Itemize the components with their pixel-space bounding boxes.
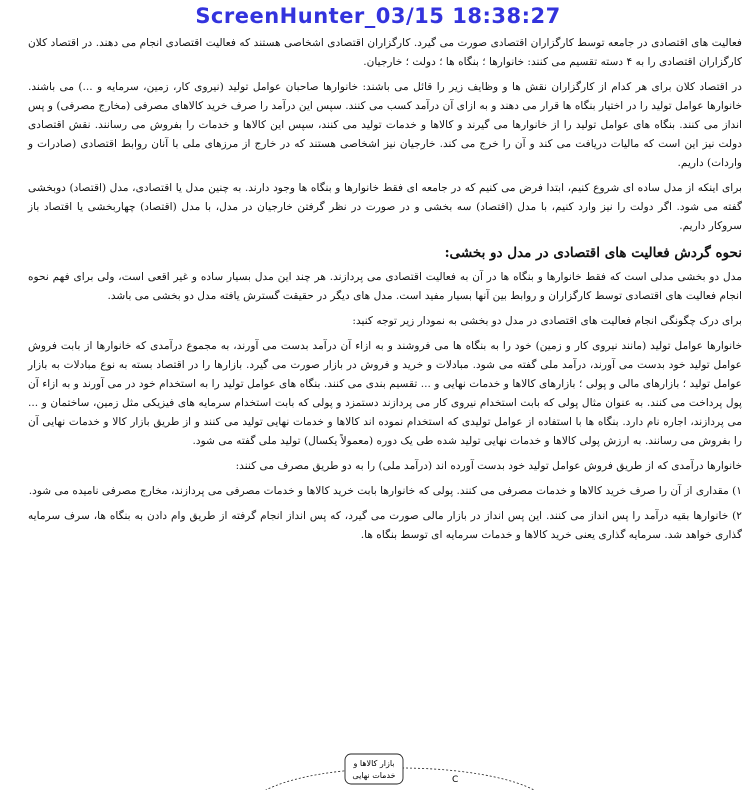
screenhunter-banner bbox=[0, 4, 756, 28]
section-heading: نحوه گردش فعالیت های اقتصادی در مدل دو بخشی: bbox=[444, 245, 742, 261]
paragraph-roles: در اقتصاد کلان برای هر کدام از کارگزاران نقش ها و وظایف زیر را قائل می باشند: خانوارها صاحبان عوامل تولید (نیروی کار، زمین، سرمایه و ...) می باشند. خانوارها عوامل تولید را در اختیار بنگاه ها قرار می دهند و به ازای آن درآمد کسب می کنند. سپس این درآمد را صرف خرید کالاهای مصرفی (مخارج مصرفی) و پس انداز می کنند. بنگاه های عوامل تولید را از خانوارها می گیرند و کالاها و خدمات تولید می کنند، سپس این کالاها و خدمات را بفروش می رسانند. نقش اقتصادی دولت نیز این است که مالیات دریافت می کند و آن را خرج می کند. خارجیان نیز اشخاصی هستند که در خارج از مرزهای ملی با آنان روابط اقتصادی (صادرات و واردات) داریم. bbox=[28, 81, 742, 169]
paragraph-two-sector-model: مدل دو بخشی مدلی است که فقط خانوارها و بنگاه ها در آن به فعالیت اقتصادی می پردازند. هر چند این مدل بسیار ساده و غیر اقعی است، ولی برای فهم نحوه انجام فعالیت های اقتصادی توسط کارگزاران و روابط بین آنها بسیار مفید است. مدل های دیگر در حقیقت گسترش یافته مدل دو بخشی می باشد. bbox=[28, 271, 742, 302]
goods-market-label-2: خدمات نهایی bbox=[352, 771, 396, 780]
banner-text: ScreenHunter_03/15 18:38:27 bbox=[195, 4, 561, 28]
paragraph-agents: فعالیت های اقتصادی در جامعه توسط کارگزاران اقتصادی صورت می گیرد. کارگزاران اقتصادی اشخاصی هستند که فعالیت اقتصادی انجام می دهند. در اقتصاد کلان کارگزاران اقتصادی را به ۴ دسته تقسیم می کنند: خانوارها ؛ بنگاه ها ؛ دولت ؛ خارجیان. bbox=[28, 37, 742, 68]
goods-market-label-1: بازار کالاها و bbox=[353, 759, 395, 768]
paragraph-consumption: ۱) مقداری از آن را صرف خرید کالاها و خدمات مصرفی می کنند. پولی که خانوارها بابت خرید کالاها و خدمات مصرفی می پردازند، مخارج مصرفی نامیده می شود. bbox=[28, 485, 742, 497]
paragraph-savings: ۲) خانوارها بقیه درآمد را پس انداز می کنند. این پس انداز در بازار مالی صورت می گیرد، که پس انداز انجام گرفته از طریق وام دادن به بنگاه ها، سرف سرمایه گذاری خواهد شد. سرمایه گذاری یعنی خرید کالاها و خدمات سرمایه ای توسط بنگاه ها. bbox=[28, 510, 742, 541]
flow-marker-c: C bbox=[452, 775, 459, 785]
paragraph-factors-of-production: خانوارها عوامل تولید (مانند نیروی کار و زمین) خود را به بنگاه ها می فروشند و به ازاء آن درآمد بدست می آورند، به مجموع درآمدی که خانوارها از بابت فروش عوامل تولید خود بدست می آورند، درآمد ملی گفته می شود. مبادلات و خرید و فروش در بازار صورت می گیرد. بازارها را در اقتصاد بسته به نوع مبادلات به بازار عوامل تولید ؛ بازارهای مالی و پولی ؛ بازارهای کالاها و خدمات نهایی و ... تقسیم بندی می کنند. بنگاه های عوامل تولید را به استخدام خود در می آورند و به ازاء آن پول پرداخت می کنند. به عنوان مثال پولی که بابت استخدام نیروی کار می پردازند دستمزد و پولی که بابت استخدام سرمایه های فیزیکی مثل زمین، ساختمان و ... می پردازند، اجاره نام دارد. بنگاه ها با استفاده از عوامل تولیدی که استخدام نموده اند کالاها و خدمات نهایی تولید می کنند و از طریق بازار کالا و خدمات نهایی آن را بفروش می رسانند. به ارزش پولی کالاها و خدمات نهایی تولید شده طی یک دوره (معمولاً یکسال) تولید ملی گفته می شود. bbox=[28, 340, 742, 447]
paragraph-diagram-intro: برای درک چگونگی انجام فعالیت های اقتصادی در مدل دو بخشی به نمودار زیر توجه کنید: bbox=[352, 315, 742, 327]
document-body bbox=[28, 34, 742, 551]
paragraph-income-usage: خانوارها درآمدی که از طریق فروش عوامل تولید خود بدست آورده اند (درآمد ملی) را به دو طریق مصرف می کنند: bbox=[235, 460, 742, 472]
circular-flow-diagram bbox=[0, 748, 756, 790]
paragraph-two-sector-intro: برای اینکه از مدل ساده ای شروع کنیم، ابتدا فرض می کنیم که در جامعه ای فقط خانوارها و بنگاه ها وجود دارند. به چنین مدل یا اقتصادی، مدل (اقتصاد) دوبخشی گفته می شود. اگر دولت را نیز وارد کنیم، با مدل (اقتصاد) سه بخشی و در صورت در نظر گرفتن خارجیان در مدل، با مدل (اقتصاد) چهاربخشی یا اقتصاد باز سروکار داریم. bbox=[28, 182, 742, 232]
